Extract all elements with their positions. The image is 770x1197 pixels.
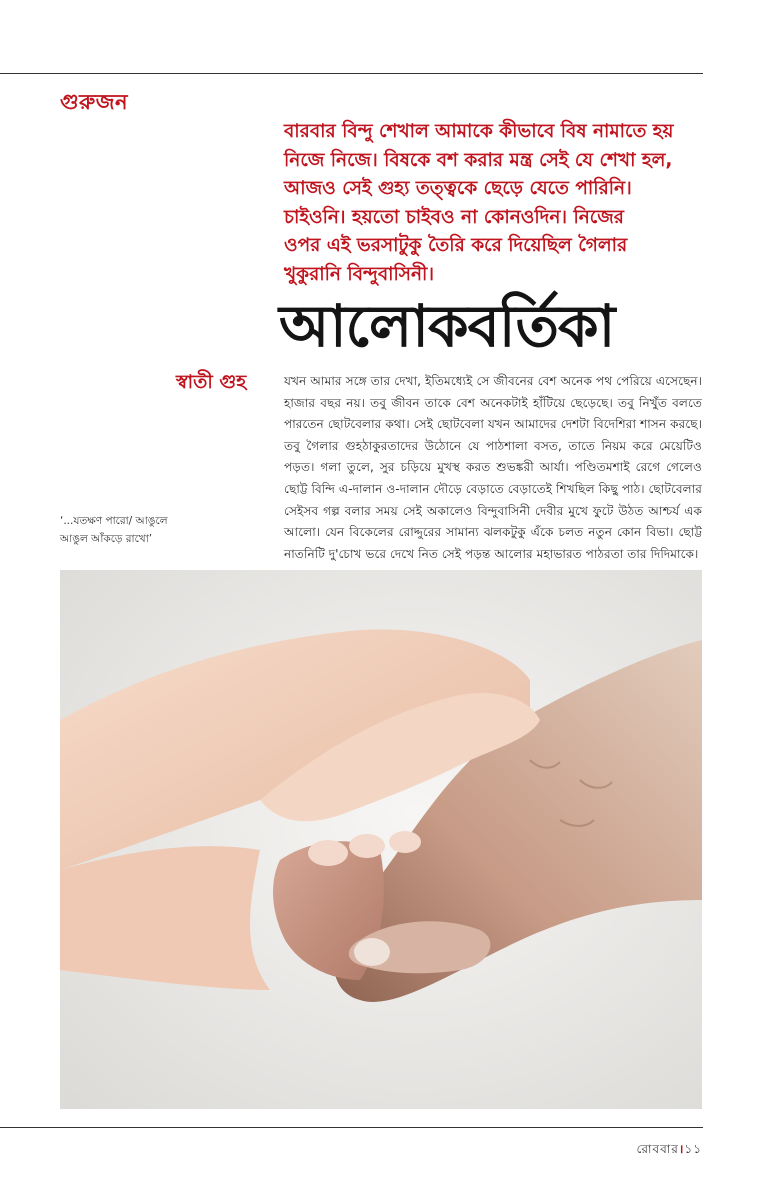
intro-line: চাইওনি। হয়তো চাইবও না কোনওদিন। নিজের [284, 206, 624, 228]
holding-hands-photo [60, 570, 702, 1109]
caption-line: আঙুল আঁকড়ে রাখো’ [60, 533, 153, 545]
bottom-rule [0, 1127, 703, 1128]
intro-paragraph [284, 118, 714, 289]
page-footer [636, 1140, 702, 1161]
magazine-name: রোববার [636, 1142, 679, 1156]
section-label: গুরুজন [60, 90, 129, 114]
intro-line: বারবার বিন্দু শেখাল আমাকে কীভাবে বিষ নামাতে হয় [284, 121, 674, 142]
intro-line: আজও সেই গুহ্য তত্ত্বকে ছেড়ে যেতে পারিনি। [284, 178, 632, 199]
intro-line: ওপর এই ভরসাটুকু তৈরি করে দিয়েছিল গৈলার [284, 235, 628, 256]
article-title: আলোকবর্তিকা [279, 292, 615, 360]
page-number: ১১ [684, 1142, 702, 1156]
caption-line: ‘...যতক্ষণ পারো/ আঙুলে [60, 515, 168, 527]
article-body: যখন আমার সঙ্গে তার দেখা, ইতিমধ্যেই সে জীবনের বেশ অনেক পথ পেরিয়ে এসেছেন। হাজার বছর নয়। তবু জীবন তাকে বেশ অনেকটাই হাঁটিয়ে ছেড়েছে। তবু নিখুঁত বলতে পারতেন ছোটবেলার কথা। সেই ছোটবেলা যখন আমাদের দেশটা বিদেশিরা শাসন করছে। তবু গৈলার গুহঠাকুরতাদের উঠোনে যে পাঠশালা বসত, তাতে নিয়ম করে মেয়েটিও পড়ত। গলা তুলে, সুর চড়িয়ে মুখস্থ করত শুভঙ্করী আর্যা। পণ্ডিতমশাই রেগে গেলেও ছোট্ট বিন্দি এ-দালান ও-দালান দৌড়ে বেড়াতে বেড়াতেই শিখছিল কিছু পাঠ। ছোটবেলার সেইসব গল্প বলার সময় সেই অকালেও বিন্দুবাসিনী দেবীর মুখে ফুটে উঠত আশ্চর্য এক আলো। যেন বিকেলের রোদ্দুরের সামান্য ঝলকটুকু এঁকে চলত নতুন কোন বিভা। ছোট্ট নাতনিটি দু'চোখ ভরে দেখে নিত সেই পড়ন্ত আলোর মহাভারত পাঠরতা তার দিদিমাকে। [284, 374, 702, 561]
pull-quote-caption [60, 512, 230, 548]
intro-line: খুকুরানি বিন্দুবাসিনী। [284, 263, 434, 285]
top-rule [0, 73, 703, 74]
intro-line: নিজে নিজে। বিষকে বশ করার মন্ত্র সেই যে শেখা হল, [284, 149, 673, 171]
author-byline: স্বাতী গুহ [176, 371, 247, 393]
footer-separator: । [678, 1142, 685, 1156]
